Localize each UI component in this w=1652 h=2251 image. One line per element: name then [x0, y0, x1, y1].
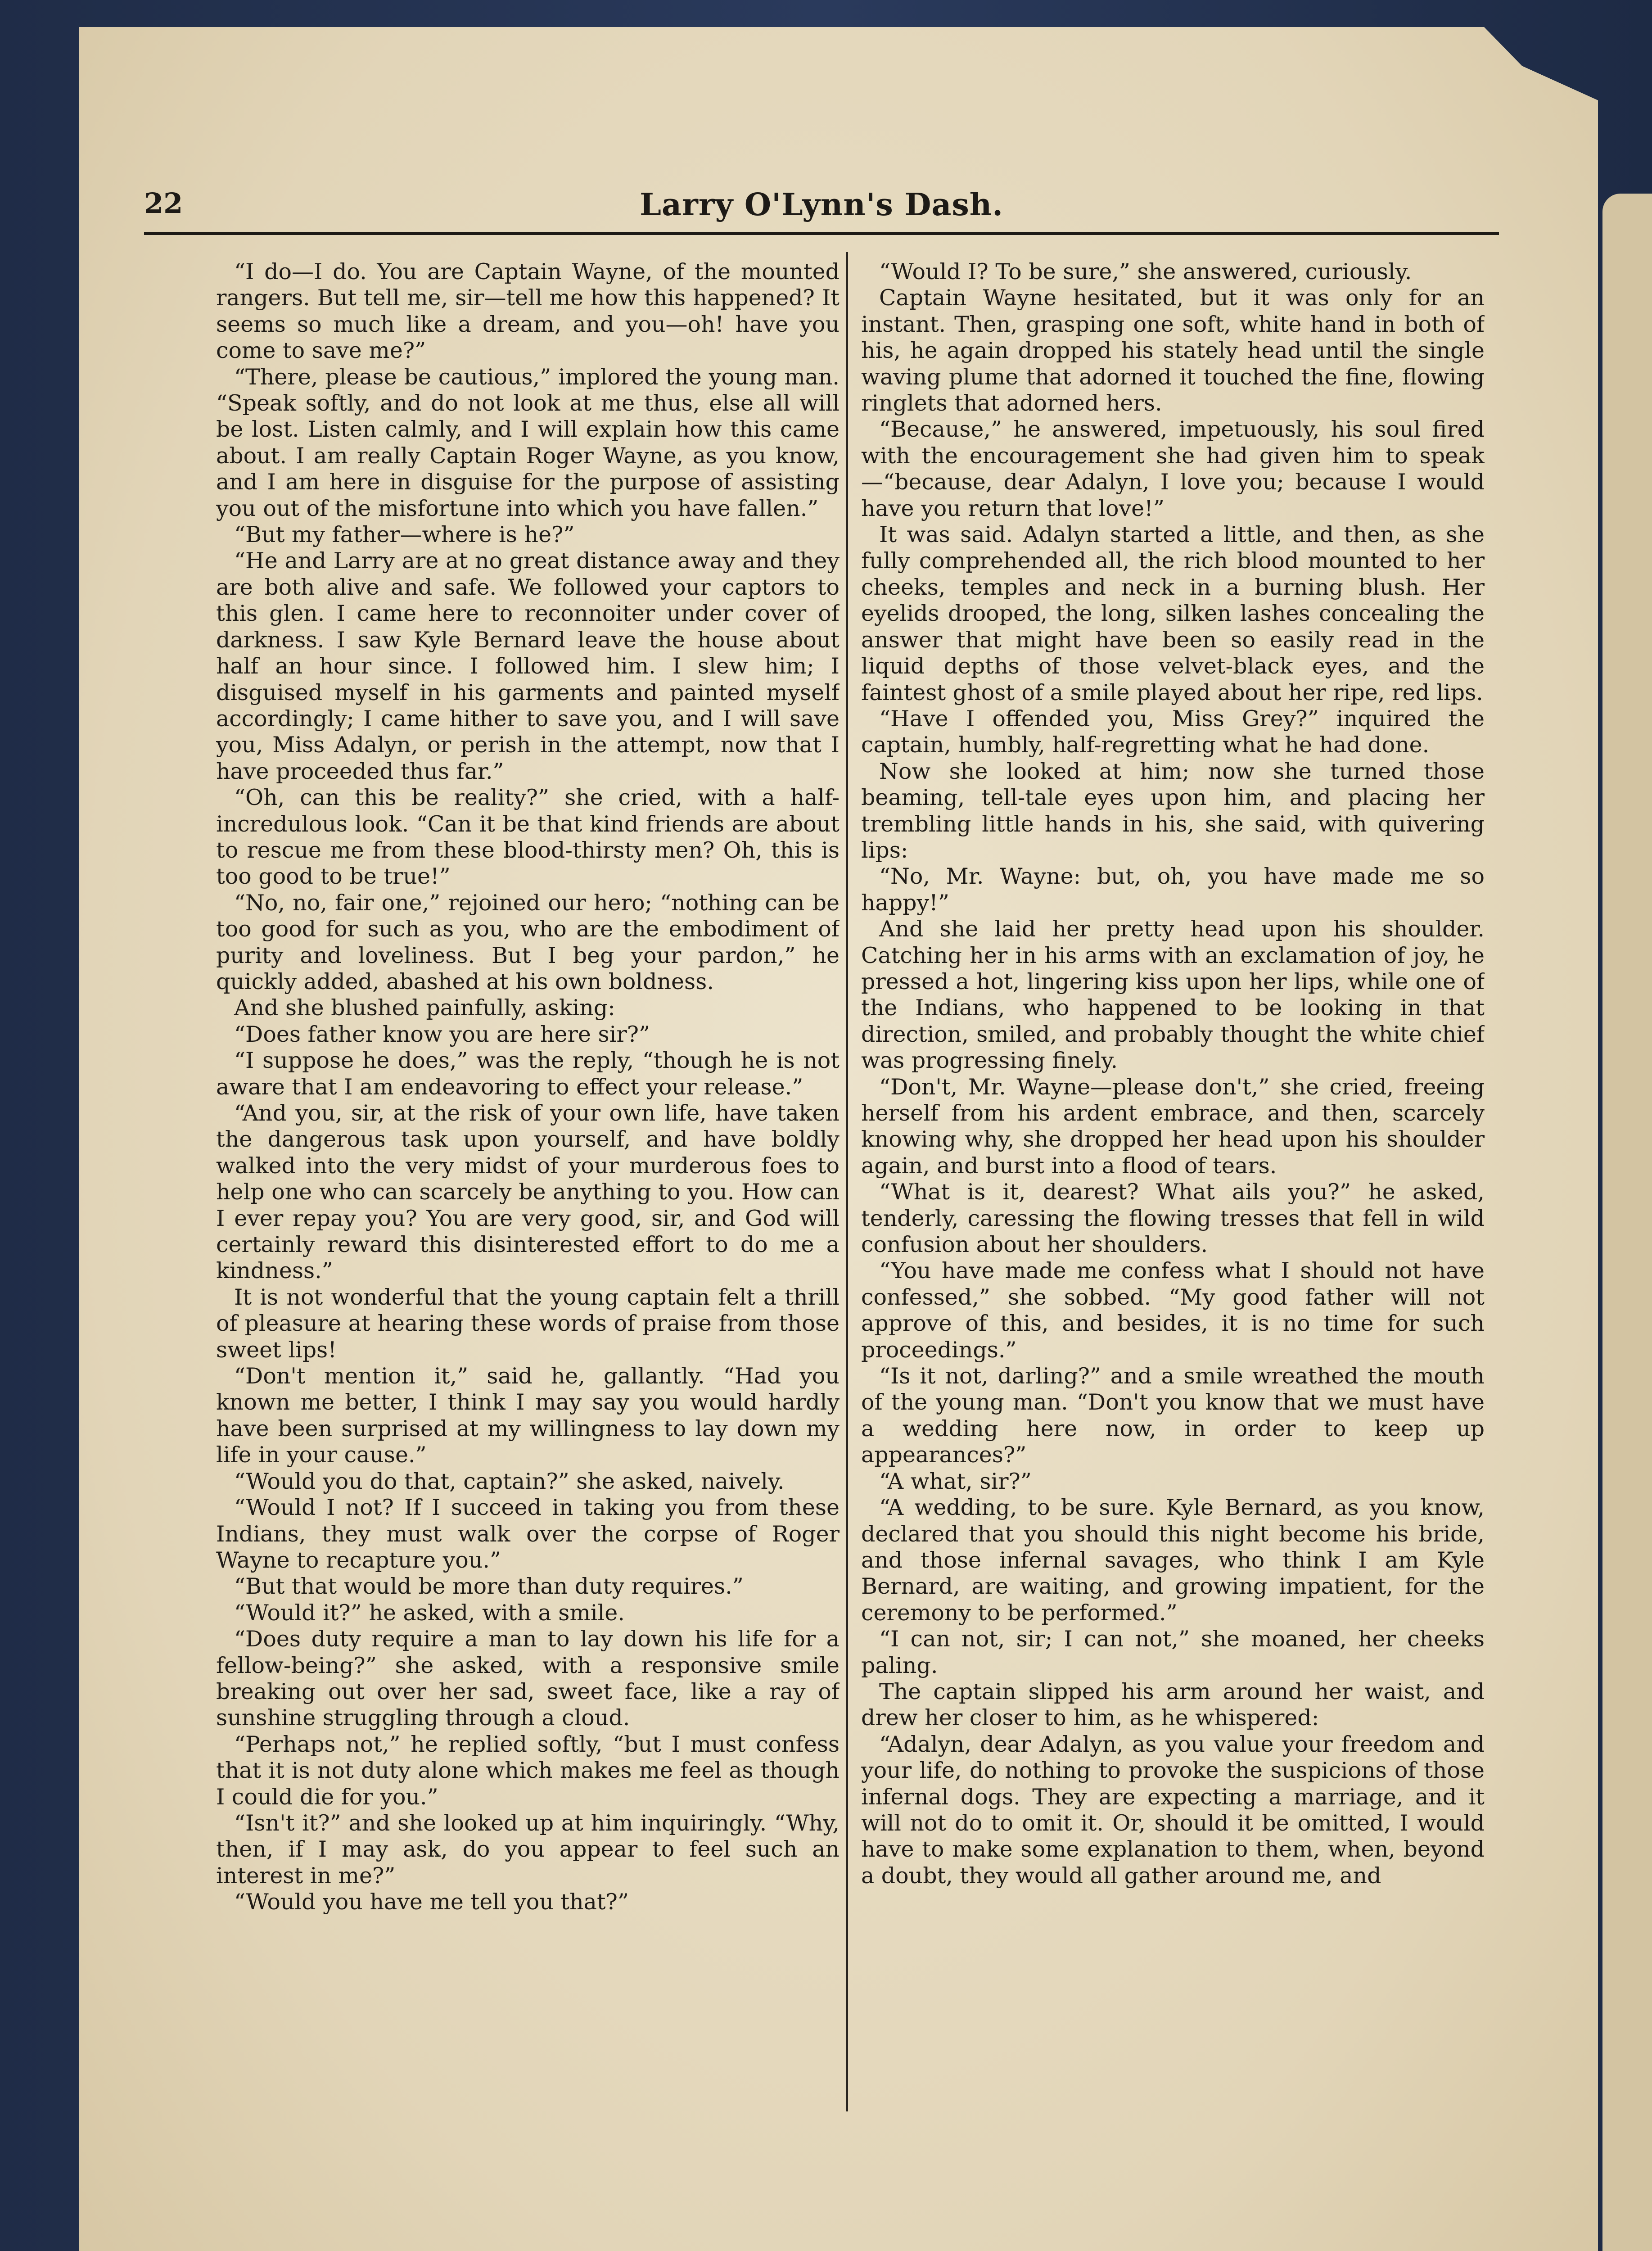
paragraph: “Would I not? If I succeed in taking you from these Indians, they must walk over the corpse of Roger Wayne to recapture you.” [216, 1495, 840, 1573]
paragraph: “But that would be more than duty requires.” [234, 1573, 744, 1600]
paragraph: “I do—I do. You are Captain Wayne, of the mounted rangers. But tell me, sir—tell me how this happened? It seems so much like a dream, and you—oh! have you come to save me?” [216, 259, 840, 364]
paragraph: “Does duty require a man to lay down his life for a fellow-being?” she asked, with a responsive smile breaking out over her sad, sweet face, like a ray of sunshine struggling through a cloud. [216, 1626, 840, 1731]
paragraph: The captain slipped his arm around her waist, and drew her closer to him, as he whispered: [861, 1678, 1485, 1731]
paragraph: “A wedding, to be sure. Kyle Bernard, as you know, declared that you should this night become his bride, and those infernal savages, who think I am Kyle Bernard, are waiting, and growing impatient, for the ceremony to be performed.” [861, 1495, 1485, 1626]
paragraph: “He and Larry are at no great distance away and they are both alive and safe. We followed your captors to this glen. I came here to reconnoiter under cover of darkness. I saw Kyle Bernard leave the house about half an hour since. I followed him. I slew him; I disguised myself in his garments and painted myself accordingly; I came hither to save you, and I will save you, Miss Adalyn, or perish in the attempt, now that I have proceeded thus far.” [216, 548, 840, 784]
paragraph: “Adalyn, dear Adalyn, as you value your freedom and your life, do nothing to provoke the suspicions of those infernal dogs. They are expecting a marriage, and it will not do to omit it. Or, should it be omitted, I would have to make some explanation to them, when, beyond a doubt, they would all gather around me, and [861, 1731, 1485, 1889]
paragraph: “No, no, fair one,” rejoined our hero; “nothing can be too good for such as you, who are the embodiment of purity and loveliness. But I beg your pardon,” he quickly added, abashed at his own boldness. [216, 890, 840, 994]
paragraph: “A what, sir?” [879, 1468, 1032, 1494]
paragraph: “No, Mr. Wayne: but, oh, you have made me so happy!” [861, 863, 1485, 916]
paragraph: “I suppose he does,” was the reply, “though he is not aware that I am endeavoring to effect your release.” [216, 1048, 840, 1100]
paragraph: Captain Wayne hesitated, but it was only for an instant. Then, grasping one soft, white hand in both of his, he again dropped his stately head until the single waving plume that adorned it touched the fine, flowing ringlets that adorned hers. [861, 285, 1485, 416]
paragraph: “You have made me confess what I should not have confessed,” she sobbed. “My good father will not approve of this, and besides, it is no time for such proceedings.” [861, 1258, 1485, 1363]
paragraph: “Don't mention it,” said he, gallantly. “Had you known me better, I think I may say you would hardly have been surprised at my willingness to lay down my life in your cause.” [216, 1363, 840, 1468]
column-divider [846, 252, 848, 2111]
paragraph: “Would you have me tell you that?” [234, 1889, 629, 1915]
page-header [144, 167, 1499, 234]
paragraph: “Is it not, darling?” and a smile wreathed the mouth of the young man. “Don't you know that we must have a wedding here now, in order to keep up appearances?” [861, 1363, 1485, 1468]
paragraph: Now she looked at him; now she turned those beaming, tell-tale eyes upon him, and placing her trembling little hands in his, she said, with quivering lips: [861, 758, 1485, 863]
paragraph: And she blushed painfully, asking: [234, 995, 615, 1021]
paragraph: “Don't, Mr. Wayne—please don't,” she cried, freeing herself from his ardent embrace, and then, scarcely knowing why, she dropped her head upon his shoulder again, and burst into a flood of tears. [861, 1074, 1485, 1179]
adjacent-page-edge [1602, 194, 1652, 2251]
paragraph: “Oh, can this be reality?” she cried, with a half-incredulous look. “Can it be that kind friends are about to rescue me from these blood-thirsty men? Oh, this is too good to be true!” [216, 785, 840, 890]
paragraph: “Perhaps not,” he replied softly, “but I must confess that it is not duty alone which makes me feel as though I could die for you.” [216, 1731, 840, 1810]
paragraph: “Have I offended you, Miss Grey?” inquired the captain, humbly, half-regretting what he had done. [861, 705, 1485, 758]
paragraph: And she laid her pretty head upon his shoulder. Catching her in his arms with an exclamation of joy, he pressed a hot, lingering kiss upon her lips, while one of the Indians, who happened to be looking in that direction, smiled, and probably thought the white chief was progressing finely. [861, 916, 1485, 1074]
paragraph: “Because,” he answered, impetuously, his soul fired with the encouragement she had given him to speak—“because, dear Adalyn, I love you; because I would have you return that love!” [861, 416, 1485, 521]
paragraph: “And you, sir, at the risk of your own life, have taken the dangerous task upon yourself, and have boldly walked into the very midst of your murderous foes to help one who can scarcely be anything to you. How can I ever repay you? You are very good, sir, and God will certainly reward this disinterested effort to do me a kindness.” [216, 1100, 840, 1284]
paragraph: “Would it?” he asked, with a smile. [234, 1600, 625, 1626]
paragraph: It was said. Adalyn started a little, and then, as she fully comprehended all, the rich blood mounted to her cheeks, temples and neck in a burning blush. Her eyelids drooped, the long, silken lashes concealing the answer that might have been so easily read in the liquid depths of those velvet-black eyes, and the faintest ghost of a smile played about her ripe, red lips. [861, 522, 1485, 705]
paragraph: “There, please be cautious,” implored the young man. “Speak softly, and do not look at me thus, else all will be lost. Listen calmly, and I will explain how this came about. I am really Captain Roger Wayne, as you know, and I am here in disguise for the purpose of assisting you out of the misfortune into which you have fallen.” [216, 364, 840, 521]
paragraph: It is not wonderful that the young captain felt a thrill of pleasure at hearing these words of praise from those sweet lips! [216, 1284, 840, 1363]
paragraph: “Isn't it?” and she looked up at him inquiringly. “Why, then, if I may ask, do you appear to feel such an interest in me?” [216, 1810, 840, 1889]
paragraph: “But my father—where is he?” [234, 522, 575, 548]
paragraph: “I can not, sir; I can not,” she moaned, her cheeks paling. [861, 1626, 1485, 1678]
paragraph: “Would you do that, captain?” she asked, naively. [234, 1468, 785, 1494]
text-column-left [216, 259, 840, 2141]
running-title: Larry O'Lynn's Dash. [640, 187, 1003, 223]
paragraph: “What is it, dearest? What ails you?” he asked, tenderly, caressing the flowing tresses that fell in wild confusion about her shoulders. [861, 1179, 1485, 1258]
paragraph: “Does father know you are here sir?” [234, 1021, 650, 1047]
page-number: 22 [144, 187, 183, 220]
header-rule [144, 232, 1499, 235]
paragraph: “Would I? To be sure,” she answered, curiously. [879, 259, 1412, 285]
text-column-right [861, 259, 1485, 2141]
